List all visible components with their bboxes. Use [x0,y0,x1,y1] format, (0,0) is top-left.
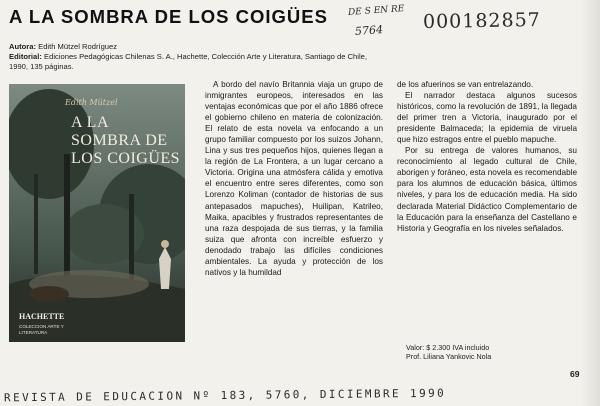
author-name: Edith Mützel Rodríguez [38,42,118,51]
review-paragraph: El narrador destaca algunos sucesos históricos, como la revolución de 1891, la llegada del primer tren a Victoria, inaugurado por el presidente Balmaceda; la epidemia de viruela que hizo estragos entre el pueblo mapuche. [397,91,577,145]
book-metadata [9,42,379,72]
cover-collection: COLECCION ARTE Y LITERATURA [19,324,64,335]
editorial-line [9,52,379,72]
editorial-text: Ediciones Pedagógicas Chilenas S. A., Hachette, Colección Arte y Literatura, Santiago de Chile, 1990, 135 páginas. [9,52,367,71]
editorial-label: Editorial: [9,52,42,61]
review-paragraph: de los afuerinos se van entrelazando. [397,80,534,89]
book-cover-image [9,84,185,342]
reviewer-line: Prof. Liliana Yankovic Nola [406,352,492,361]
cover-publisher: HACHETTE [19,312,65,321]
page-number: 69 [570,369,580,379]
price-line: Valor: $ 2.300 IVA incluido [406,343,490,352]
review-column-1 [205,79,383,278]
cover-author: Edith Mützel [65,98,118,107]
price-and-reviewer [406,343,491,361]
handwritten-note-line1: DE S EN RE [347,4,405,18]
author-line [9,42,379,52]
handwritten-source-note: REVISTA DE EDUCACION Nº 183, 5760, DICIEMBRE 1990 [3,386,447,405]
cover-title: A LA SOMBRA DE LOS COIGÜES [71,114,181,167]
review-paragraph: A bordo del navío Britannia viaja un grupo de inmigrantes europeos, interesados en las ventajas económicas que por el año 1886 ofrece el gobierno chileno en materia de colonización. El relato de esta novela va enfocando a un grupo familiar compuesto por los suizos Johann, Lina y sus tres pequeños hijos, quienes llegan a la región de La Frontera, a un lugar cercano a Victoria. Origina una atmósfera cálida y emotiva el encuentro entre seres diferentes, como son Lorenzo Koliman (contador de historias de sus antepasados mapuches), Huilipan, Katrileo, Maika, apacibles y frustrados representantes de una raza despojada de sus tierras, y la familia suiza que afronta con increíble esfuerzo y denodado trabajo las difíciles condiciones ambientales. La ayuda y protección de los nativos y la humildad [205,80,383,277]
page-edge-shadow [580,0,600,406]
handwritten-note-line2: 5764 [354,23,384,38]
handwritten-catalog-code: 000182857 [422,8,541,34]
author-label: Autora: [9,42,36,51]
review-column-2 [397,79,577,234]
page-title: A LA SOMBRA DE LOS COIGÜES [9,6,328,27]
review-paragraph: Por su entrega de valores humanos, su reconocimiento al legado cultural de Chile, aborigen y foráneo, esta novela es recomendable para los alumnos de educación básica, últimos niveles, y para los de educación media. Ha sido declarada Material Didáctico Complementario de la Educación para la enseñanza del Castellano e Historia y Geografía en los niveles señalados. [397,146,577,233]
